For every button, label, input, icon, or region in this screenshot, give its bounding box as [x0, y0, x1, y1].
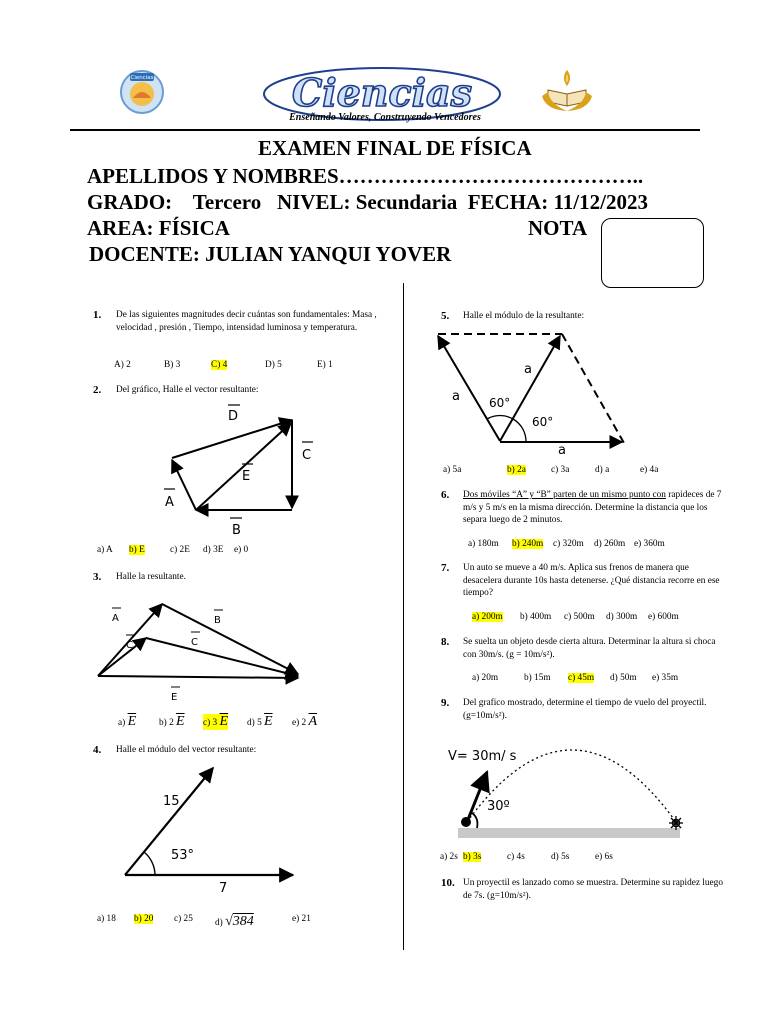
label-angle: 30º: [487, 799, 510, 814]
school-slogan: Enseñando Valores, Construyendo Vencedores: [289, 112, 481, 123]
option-a[interactable]: a) 2s: [440, 852, 458, 862]
label-a-mid: a: [524, 362, 532, 377]
option-c[interactable]: c) 4s: [507, 852, 525, 862]
vector-a-left: [438, 336, 500, 441]
landing-star-icon: [669, 816, 683, 830]
option-e[interactable]: E) 1: [317, 360, 333, 370]
label-e: E: [171, 692, 178, 703]
question-6-text: [463, 489, 725, 527]
question-6-underlined: Dos móviles “A” y “B” parten de un mismo punto con: [463, 490, 666, 500]
logo-left-text: Ciencias: [130, 75, 154, 81]
label-a-left: a: [452, 389, 460, 404]
question-6-rest: rapideces de 7 m/s y 5 m/s en la misma dirección. Determine la distancia que los separa luego de 2 minutos.: [463, 490, 722, 525]
option-d[interactable]: D) 5: [265, 360, 282, 370]
velocity-arrow: [467, 772, 487, 822]
label-c: C: [302, 448, 312, 463]
exam-title: EXAMEN FINAL DE FÍSICA: [258, 136, 532, 160]
label-c1: C: [126, 640, 133, 651]
grade-box[interactable]: [601, 218, 704, 288]
question-4-vector-figure: [115, 760, 315, 900]
label-b: B: [214, 615, 221, 626]
option-b-correct[interactable]: b) 3s: [463, 852, 482, 862]
option-b[interactable]: b) 400m: [520, 612, 552, 622]
question-8-number: 8.: [441, 636, 450, 648]
option-a[interactable]: a) 18: [97, 914, 116, 924]
option-d[interactable]: d) 50m: [610, 673, 637, 683]
option-e[interactable]: e) 0: [234, 545, 249, 555]
option-a[interactable]: A) 2: [114, 360, 131, 370]
option-a[interactable]: a) 180m: [468, 539, 499, 549]
question-9-projectile-figure: [440, 730, 690, 845]
option-d[interactable]: d) 3E: [203, 545, 224, 555]
option-a-correct[interactable]: a) 200m: [472, 612, 503, 622]
label-velocity: V= 30m/ s: [448, 749, 517, 764]
option-b-correct[interactable]: b) E: [129, 545, 145, 555]
option-b-correct[interactable]: b) 20: [134, 914, 154, 924]
question-10-number: 10.: [441, 877, 455, 889]
question-1-text: De las siguientes magnitudes decir cuántas son fundamentales: Masa , velocidad , presión , Tiempo, intensidad luminosa y temperatura.: [116, 310, 377, 333]
question-3-number: 3.: [93, 571, 102, 583]
option-c[interactable]: c) 3a: [551, 465, 570, 475]
question-2-vector-figure: [150, 400, 330, 540]
option-b-correct[interactable]: b) 2a: [507, 465, 526, 475]
question-10-text: Un proyectil es lanzado como se muestra. Determine su rapidez luego de 7s. (g=10m/s²).: [463, 878, 723, 901]
option-a[interactable]: a) $\overline{E}$: [118, 714, 137, 729]
question-4-text: Halle el módulo del vector resultante:: [116, 745, 257, 755]
option-e[interactable]: e) 35m: [652, 673, 679, 683]
label-60-right: 60°: [532, 415, 554, 429]
option-e[interactable]: e) 6s: [595, 852, 613, 862]
option-b[interactable]: b) 15m: [524, 673, 551, 683]
question-9-text: Del grafico mostrado, determine el tiempo de vuelo del proyectil. (g=10m/s²).: [463, 698, 707, 721]
names-line: APELLIDOS Y NOMBRES……………………………………..: [87, 164, 644, 188]
option-e[interactable]: e) 21: [292, 914, 311, 924]
option-c[interactable]: c) 320m: [553, 539, 584, 549]
option-d[interactable]: d) 5 $\overline{E}$: [247, 714, 273, 729]
question-5-text: Halle el módulo de la resultante:: [463, 311, 585, 321]
option-b-correct[interactable]: b) 240m: [512, 539, 544, 549]
vector-b: [162, 604, 298, 674]
option-d[interactable]: d) 5s: [551, 852, 570, 862]
column-divider: [403, 283, 404, 950]
option-c-correct[interactable]: C) 4: [211, 360, 228, 370]
option-a[interactable]: a) 20m: [472, 673, 499, 683]
vector-c1: [98, 638, 146, 676]
hands-book-logo: [540, 68, 594, 112]
header-divider: [70, 129, 700, 131]
grade-line: GRADO: Tercero NIVEL: Secundaria FECHA: 11/12/2023: [87, 190, 648, 214]
option-a[interactable]: a) 5a: [443, 465, 462, 475]
option-d[interactable]: d) 300m: [606, 612, 638, 622]
area-line: AREA: FÍSICA: [87, 216, 230, 240]
nota-label: NOTA: [528, 216, 588, 240]
label-60-left: 60°: [489, 396, 511, 410]
vector-e: [98, 676, 298, 678]
label-15: 15: [163, 794, 180, 809]
option-d[interactable]: d) √384: [215, 914, 254, 929]
label-angle: 53°: [171, 848, 195, 863]
option-d[interactable]: d) a: [595, 465, 610, 475]
question-2-number: 2.: [93, 384, 102, 396]
vector-a: [172, 460, 196, 510]
option-c-correct[interactable]: c) 3 $\overline{E}$: [203, 714, 229, 729]
question-4-number: 4.: [93, 744, 102, 756]
label-a: A: [165, 495, 174, 510]
option-e[interactable]: e) 360m: [634, 539, 665, 549]
question-6-number: 6.: [441, 489, 450, 501]
projectile-ball: [461, 817, 471, 827]
label-a: A: [112, 613, 119, 624]
option-c[interactable]: c) 25: [174, 914, 193, 924]
question-9-number: 9.: [441, 697, 450, 709]
question-7-number: 7.: [441, 562, 450, 574]
option-d[interactable]: d) 260m: [594, 539, 626, 549]
label-7: 7: [219, 881, 228, 896]
vector-c2: [146, 638, 298, 676]
teacher-line: DOCENTE: JULIAN YANQUI YOVER: [89, 242, 452, 266]
option-e[interactable]: e) 4a: [640, 465, 659, 475]
question-3-text: Halle la resultante.: [116, 572, 186, 582]
option-b[interactable]: B) 3: [164, 360, 181, 370]
vector-15: [125, 768, 213, 875]
label-c2: C: [191, 637, 198, 648]
option-e[interactable]: e) 2 $\overline{A}$: [292, 714, 318, 729]
question-1-number: 1.: [93, 309, 102, 321]
school-seal-logo: [117, 68, 167, 114]
question-5-number: 5.: [441, 310, 450, 322]
label-d: D: [228, 409, 239, 424]
option-c[interactable]: c) 500m: [564, 612, 595, 622]
option-c-correct[interactable]: c) 45m: [568, 673, 595, 683]
option-a[interactable]: a) A: [97, 545, 113, 555]
label-e: E: [242, 469, 251, 484]
logo-center-text: Ciencias: [291, 70, 473, 115]
question-5-vector-figure: [430, 326, 630, 456]
question-8-text: Se suelta un objeto desde cierta altura. Determinar la altura si choca con 30m/s. (g = 10m/s²).: [463, 637, 716, 660]
option-c[interactable]: c) 2E: [170, 545, 190, 555]
question-7-text: Un auto se mueve a 40 m/s. Aplica sus frenos de manera que desacelera durante 10s hasta detenerse. ¿Qué distancia recorre en ese tiempo?: [463, 563, 720, 598]
option-e[interactable]: e) 600m: [648, 612, 679, 622]
option-b[interactable]: b) 2 $\overline{E}$: [159, 714, 185, 729]
question-3-vector-figure: [90, 590, 310, 705]
question-2-text: Del gráfico, Halle el vector resultante:: [116, 385, 259, 395]
label-a-base: a: [558, 443, 566, 456]
label-b: B: [232, 523, 241, 538]
